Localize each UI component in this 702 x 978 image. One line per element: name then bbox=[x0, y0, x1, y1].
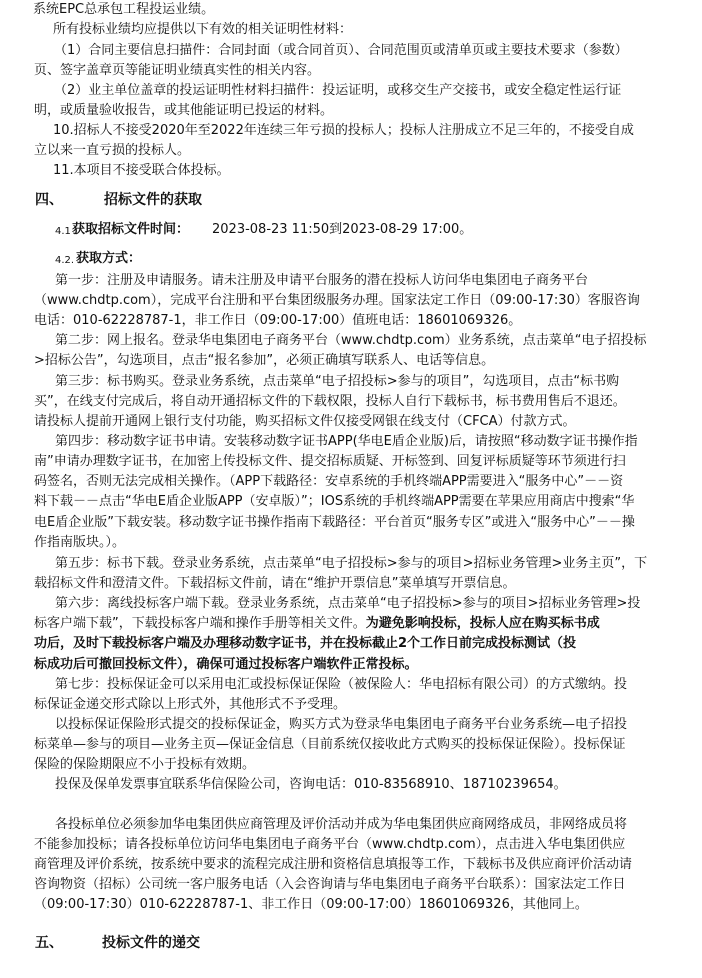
text-line: 作指南版块。）。 bbox=[34, 535, 126, 550]
text-line: （09:00-17:30）010-62228787-1、非工作日（09:00-17:00）18601069326，其他同上。 bbox=[34, 897, 588, 912]
text-line bbox=[34, 615, 600, 633]
text-line: 第四步：移动数字证书申请。安装移动数字证书APP(华电E盾企业版)后，请按照“移动数字证书操作指 bbox=[55, 434, 638, 449]
text-line: （www.chdtp.com），完成平台注册和平台集团级服务办理。国家法定工作日（09:00-17:30）客服咨询 bbox=[34, 293, 640, 308]
text-line: 系统EPC总承包工程投运业绩。 bbox=[33, 2, 215, 17]
text-line: 第一步：注册及申请服务。请未注册及申请平台服务的潜在投标人访问华电集团电子商务平台 bbox=[55, 273, 589, 288]
section-4-title: 招标文件的获取 bbox=[104, 192, 202, 208]
text-line: 第二步：网上报名。登录华电集团电子商务平台（www.chdtp.com）业务系统，点击菜单“电子招投标 bbox=[55, 333, 647, 348]
text-line: 明，或质量验收报告，或其他能证明已投运的材料。 bbox=[34, 103, 334, 118]
text-line: 南”申请办理数字证书，在加密上传投标文件、提交招标质疑、开标签到、回复评标质疑等环节须进行扫 bbox=[34, 454, 626, 469]
item-4-1-number: 4.1 bbox=[55, 226, 71, 237]
text-line: 第三步：标书购买。登录业务系统，点击菜单“电子招投标>参与的项目”，勾选项目，点击“标书购 bbox=[55, 374, 620, 389]
item-4-2-label: 获取方式： bbox=[76, 251, 142, 266]
text-line: 料下载－－点击“华电E盾企业版APP（安卓版）”；IOS系统的手机终端APP需要在苹果应用商店中搜索“华 bbox=[34, 494, 635, 509]
item-4-2-number: 4.2. bbox=[55, 255, 75, 266]
text-line: 各投标单位必须参加华电集团供应商管理及评价活动并成为华电集团供应商网络成员，非网络成员将 bbox=[55, 817, 628, 832]
text-line: 第六步：离线投标客户端下载。登录业务系统，点击菜单“电子招投标>参与的项目>招标业务管理>投 bbox=[55, 596, 641, 611]
text-span: 标客户端下载”，下载投标客户端和操作手册等相关文件。 bbox=[34, 616, 366, 631]
text-line: 11.本项目不接受联合体投标。 bbox=[53, 163, 230, 178]
item-4-1-value: 2023-08-23 11:50到2023-08-29 17:00。 bbox=[212, 222, 473, 237]
important-notice: 功后，及时下载投标客户端及办理移动数字证书，并在投标截止2个工作日前完成投标测试（投 bbox=[34, 636, 577, 651]
section-4-number: 四、 bbox=[35, 192, 63, 208]
text-line: 标保证金递交形式除以上形式外，其他形式不予受理。 bbox=[34, 697, 347, 712]
text-line: 10.招标人不接受2020年至2022年连续三年亏损的投标人；投标人注册成立不足三年的，不接受自成 bbox=[53, 123, 634, 138]
text-line: 第七步：投标保证金可以采用电汇或投标保证保险（被保险人：华电招标有限公司）的方式缴纳。投 bbox=[55, 677, 628, 692]
text-line: 电话：010-62228787-1，非工作日（09:00-17:00）值班电话：18601069326。 bbox=[34, 313, 522, 328]
item-4-1-label: 获取招标文件时间： bbox=[72, 222, 190, 237]
text-line: 页、签字盖章页等能证明业绩真实性的相关内容。 bbox=[34, 63, 321, 78]
text-line: （2）业主单位盖章的投运证明性材料扫描件：投运证明，或移交生产交接书，或安全稳定性运行证 bbox=[54, 83, 622, 98]
text-line: 第五步：标书下载。登录业务系统，点击菜单“电子招投标>参与的项目>招标业务管理>业务主页”，下 bbox=[55, 556, 648, 571]
important-notice: 为避免影响投标，投标人应在购买标书成 bbox=[365, 616, 600, 631]
section-5-title: 投标文件的递交 bbox=[102, 935, 200, 951]
text-line: 商管理及评价系统，按系统中要求的流程完成注册和资格信息填报等工作，下载标书及供应商评价活动请 bbox=[34, 857, 633, 872]
text-line: >招标公告”，勾选项目，点击“报名参加”，必须正确填写联系人、电话等信息。 bbox=[34, 353, 495, 368]
text-line: 投保及保单发票事宜联系华信保险公司，咨询电话：010-83568910、18710239654。 bbox=[55, 777, 567, 792]
text-line: （1）合同主要信息扫描件：合同封面（或合同首页）、合同范围页或清单页或主要技术要求（参数） bbox=[54, 43, 628, 58]
text-line: 请投标人提前开通网上银行支付功能，购买招标文件仅接受网银在线支付（CFCA）付款方式。 bbox=[34, 414, 576, 429]
text-line: 电E盾企业版”下载安装。移动数字证书操作指南下载路径：平台首页“服务专区”或进入“服务中心”－－操 bbox=[34, 515, 635, 530]
text-line: 咨询物资（招标）公司统一客户服务电话（入会咨询请与华电集团电子商务平台联系）：国家法定工作日 bbox=[34, 877, 626, 892]
text-line: 以投标保证保险形式提交的投标保证金，购买方式为登录华电集团电子商务平台业务系统—电子招投 bbox=[55, 717, 628, 732]
text-line: 所有投标业绩均应提供以下有效的相关证明性材料： bbox=[53, 22, 353, 37]
text-line: 买”，在线支付完成后，将自动开通招标文件的下载权限，投标人自行下载标书，标书费用售后不退还。 bbox=[34, 394, 626, 409]
text-line: 标菜单—参与的项目—业务主页—保证金信息（目前系统仅接收此方式购买的投标保证保险）。投标保证 bbox=[34, 737, 626, 752]
section-5-number: 五、 bbox=[35, 935, 63, 951]
important-notice: 标成功后可撤回投标文件），确保可通过投标客户端软件正常投标。 bbox=[34, 657, 418, 672]
text-line: 保险的保险期限应不小于投标有效期。 bbox=[34, 757, 256, 772]
text-line: 载招标文件和澄清文件。下载招标文件前，请在“维护开票信息”菜单填写开票信息。 bbox=[34, 576, 516, 591]
text-line: 码签名，否则无法完成相关操作。（APP下载路径：安卓系统的手机终端APP需要进入“服务中心”－－资 bbox=[34, 474, 624, 489]
text-line: 不能参加投标；请各投标单位访问华电集团电子商务平台（www.chdtp.com），点击进入华电集团供应 bbox=[34, 837, 626, 852]
text-line: 立以来一直亏损的投标人。 bbox=[34, 143, 191, 158]
